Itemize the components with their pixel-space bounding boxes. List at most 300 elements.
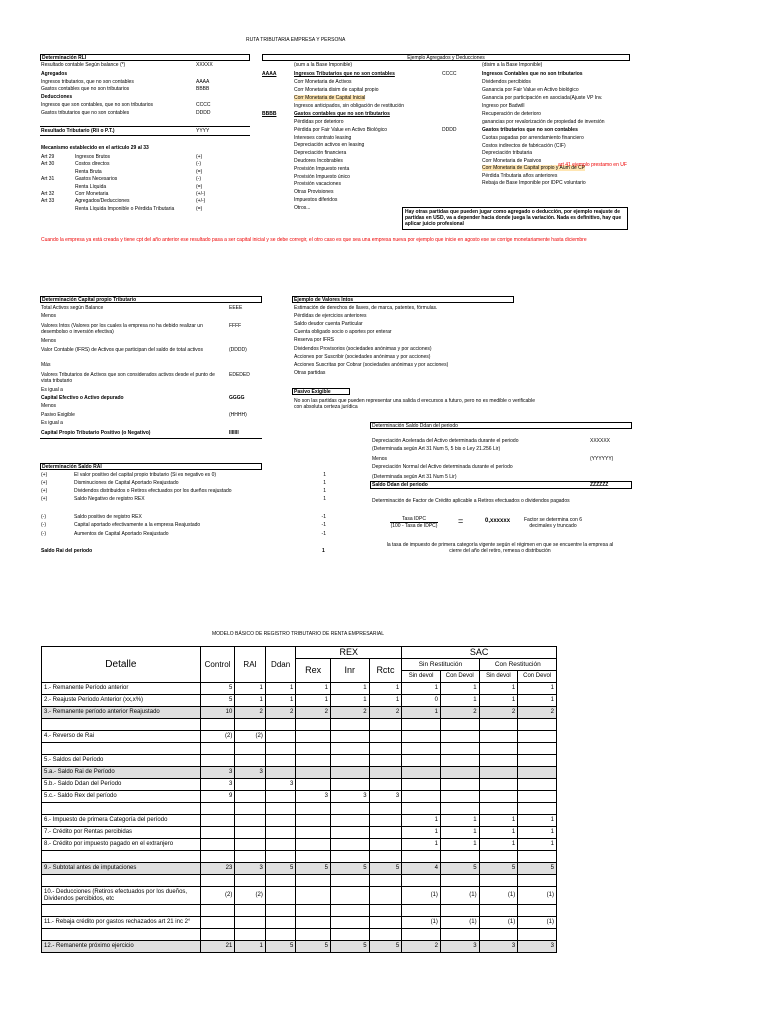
cell-value xyxy=(440,929,479,941)
example-item: Provisión Impuesto único xyxy=(294,173,350,180)
cell-value xyxy=(265,851,296,863)
cell-value: (1) xyxy=(479,917,518,929)
table-row xyxy=(42,731,557,743)
col-sac-group: SAC xyxy=(402,647,557,659)
example-item: ganancias por revalorización de propiedad de inversión xyxy=(482,119,605,125)
rai-row-val: 1 xyxy=(323,496,326,502)
cell-value: 3 xyxy=(265,779,296,791)
cell-value xyxy=(200,719,235,731)
cell-value xyxy=(235,851,266,863)
red-paragraph: Cuando la empresa ya está creada y tiene cpt del año anterior ese resultado pasa a ser capital inicial y se debe corregir, el otro caso es que sea una empresa nueva por ejemplo que inicie en agosto ese se corrige monetariamente hasta diciembre xyxy=(41,237,587,243)
rli-row-label: Ingresos que son contables, que no son tributarios xyxy=(41,102,154,108)
cell-value: 1 xyxy=(402,815,441,827)
art-sign: (+/-) xyxy=(196,198,206,205)
art-sign: (+) xyxy=(196,154,203,160)
cell-value xyxy=(330,803,369,815)
art-label: Agregados/Deducciones xyxy=(75,198,130,205)
art-number: Art 33 xyxy=(41,198,55,205)
rai-header-box xyxy=(40,463,262,470)
cell-value xyxy=(369,815,402,827)
cpt-row-label: Capital Efectivo o Activo depurado xyxy=(41,395,124,401)
cell-value xyxy=(200,815,235,827)
ejemplo-col2-sum: (disim a la Base Imponible) xyxy=(482,62,543,68)
rai-row-val: -1 xyxy=(321,514,326,520)
cell-value: 5 xyxy=(296,941,331,953)
cell-value xyxy=(330,755,369,767)
example-item: Reserva por IFRS xyxy=(294,337,335,344)
factor-result: 0,xxxxxx xyxy=(485,518,511,524)
cell-value xyxy=(296,755,331,767)
rli-row-label: Gastos contables que no son tributarios xyxy=(41,86,130,92)
example-item: Depreciación activos en leasing xyxy=(294,142,365,149)
cpt-row-label: Más xyxy=(41,362,51,368)
note-box-text: Hay otras partidas que pueden jugar como agregado o deducción, por ejemplo reajuste de partidas en USD, va a depender hacia donde juega la variación. Nada es definitivo, hay que aplicar juicio profesional xyxy=(405,209,622,227)
cell-value: 1 xyxy=(402,827,441,839)
rli-row-label: Agregados xyxy=(41,71,68,77)
cell-value xyxy=(296,839,331,851)
cell-value xyxy=(330,875,369,887)
pasivo-text: No son las partidas que pueden representar una salida d erecursos a futuro, pero no es medible o verificable con absoluta certeza jurídica xyxy=(294,398,535,410)
cell-value xyxy=(402,743,441,755)
row-label: 5.- Saldos del Período xyxy=(42,755,201,767)
cell-value: 21 xyxy=(200,941,235,953)
cell-value xyxy=(369,767,402,779)
art-label: Renta Bruta xyxy=(75,168,102,175)
row-label: 12.- Remanente próximo ejercicio xyxy=(42,941,201,953)
art-sign: (=) xyxy=(196,205,203,212)
cell-value xyxy=(369,839,402,851)
rli-row-code: AAAA xyxy=(196,79,210,85)
example-item: Ganancia por Fair Value en Activo biológico xyxy=(482,87,579,93)
cell-value xyxy=(235,743,266,755)
art-sign: (=) xyxy=(196,183,203,190)
cpt-row-label: Pasivo Exigible xyxy=(41,412,75,418)
rai-row-sign: (+) xyxy=(41,496,48,502)
cell-value xyxy=(235,905,266,917)
cell-value: 5 xyxy=(200,695,235,707)
rli-bottom-line xyxy=(40,135,250,136)
cpt-header: Determinación Capital propio Tributario xyxy=(42,297,137,303)
cell-value xyxy=(265,815,296,827)
cell-value xyxy=(296,827,331,839)
cell-value xyxy=(369,851,402,863)
row-label xyxy=(42,719,201,731)
rli-row-code: XXXXX xyxy=(196,62,213,68)
cell-value xyxy=(200,905,235,917)
table-row xyxy=(42,755,557,767)
example-item: Otras partidas xyxy=(294,369,326,376)
aaaa-code: AAAA xyxy=(262,71,277,77)
cell-value xyxy=(296,917,331,929)
cell-value: 1 xyxy=(330,695,369,707)
rai-row-label: El valor positivo del capital propio tributario (Si es negativo es 0) xyxy=(74,472,217,478)
cell-value xyxy=(200,827,235,839)
cell-value xyxy=(369,803,402,815)
example-item: Corr Monetaria disim de capital propio xyxy=(294,87,379,93)
ddan-result-box xyxy=(370,481,632,489)
cell-value xyxy=(296,779,331,791)
cell-value xyxy=(296,875,331,887)
row-label: 5.b.- Saldo Ddan del Período xyxy=(42,779,201,791)
cell-value: 1 xyxy=(518,683,557,695)
rli-header-box xyxy=(40,54,250,61)
cpt-row-label: Valores Tributarios de Activos que son considerados activos desde el punto de vista tributario xyxy=(41,372,215,384)
red-note-prestamo: art 41 ejemplo prestamo en UF xyxy=(558,162,627,168)
col-sin-devol-2: Sin devol xyxy=(479,671,518,683)
cell-value xyxy=(440,767,479,779)
cell-value xyxy=(440,791,479,803)
col-ddan: Ddan xyxy=(265,647,296,683)
cell-value: (1) xyxy=(518,917,557,929)
rai-row-val: -1 xyxy=(321,522,326,528)
factor-title: Determinación de Factor de Crédito aplicable a Retiros efectuados o dividendos pagados xyxy=(372,498,570,504)
row-label: 8.- Crédito por impuesto pagado en el extranjero xyxy=(42,839,201,851)
cell-value xyxy=(440,851,479,863)
row-label: 1.- Remanente Período anterior xyxy=(42,683,201,695)
cell-value xyxy=(440,743,479,755)
table-row xyxy=(42,743,557,755)
cell-value xyxy=(402,719,441,731)
cell-value: 9 xyxy=(200,791,235,803)
cell-value xyxy=(402,803,441,815)
cell-value: 3 xyxy=(330,791,369,803)
cell-value xyxy=(265,803,296,815)
example-item: Deudores Incobrables xyxy=(294,158,343,164)
cell-value xyxy=(402,929,441,941)
cell-value: 1 xyxy=(440,683,479,695)
cell-value xyxy=(518,929,557,941)
cell-value xyxy=(402,851,441,863)
col-rai: RAI xyxy=(235,647,266,683)
table-row xyxy=(42,905,557,917)
row-label: 10.- Deducciones (Retiros efectuados por los dueños, Dividendos percibidos, etc xyxy=(42,887,201,905)
col-inr: Inr xyxy=(330,659,369,683)
example-item: Corr Monetaria de Capital propio y Aum de CP xyxy=(482,165,586,171)
cell-value: 5 xyxy=(265,863,296,875)
table-row xyxy=(42,839,557,851)
ddan-line1-code: XXXXXX xyxy=(590,438,611,444)
cell-value xyxy=(265,731,296,743)
example-item: Costos indirectos de fabricación (CIF) xyxy=(482,142,566,149)
cell-value xyxy=(265,827,296,839)
cell-value xyxy=(440,719,479,731)
rli-result-code: YYYY xyxy=(196,128,210,134)
cell-value xyxy=(200,755,235,767)
cell-value xyxy=(296,719,331,731)
cell-value xyxy=(440,755,479,767)
cell-value xyxy=(369,755,402,767)
cell-value: 1 xyxy=(518,695,557,707)
example-item: Dividendos percibidos xyxy=(482,79,531,85)
cell-value: 0 xyxy=(402,695,441,707)
cell-value: 5 xyxy=(296,863,331,875)
cell-value: (2) xyxy=(200,731,235,743)
cell-value xyxy=(518,851,557,863)
table-row xyxy=(42,827,557,839)
cell-value: 5 xyxy=(200,683,235,695)
cell-value xyxy=(200,917,235,929)
factor-equals: = xyxy=(458,516,464,526)
rli-row-label: Ingresos tributarios, que no son contables xyxy=(41,79,134,85)
row-label xyxy=(42,875,201,887)
rai-row-label: Capital aportado efectivamente a la empresa Reajustado xyxy=(74,522,201,528)
cell-value xyxy=(330,743,369,755)
art-number: Art 32 xyxy=(41,191,55,197)
cell-value xyxy=(518,755,557,767)
example-item: Provisión Impuesto renta xyxy=(294,165,350,172)
example-item: Pérdidas de ejercicios anteriores xyxy=(294,313,367,320)
cell-value xyxy=(296,887,331,905)
art-label: Gastos Necesarios xyxy=(75,176,118,183)
cell-value xyxy=(235,803,266,815)
example-item: Impuestos diferidos xyxy=(294,197,338,203)
rai-row-val: 1 xyxy=(323,480,326,486)
cell-value: (2) xyxy=(235,731,266,743)
cell-value xyxy=(235,917,266,929)
cell-value: 3 xyxy=(440,941,479,953)
cell-value xyxy=(265,917,296,929)
cell-value: 5 xyxy=(265,941,296,953)
cell-value xyxy=(330,887,369,905)
example-item: Pérdidas por deterioro xyxy=(294,119,344,125)
cell-value xyxy=(518,731,557,743)
cell-value xyxy=(440,905,479,917)
cell-value xyxy=(369,875,402,887)
cell-value xyxy=(369,827,402,839)
cell-value: 5 xyxy=(518,863,557,875)
ddan-line1: Depreciación Acelerada del Activo determinada durante el periodo xyxy=(372,438,519,444)
cell-value xyxy=(479,803,518,815)
table-row xyxy=(42,851,557,863)
cell-value xyxy=(518,767,557,779)
ddan-result-code: ZZZZZZ xyxy=(590,482,609,488)
cell-value: 2 xyxy=(330,707,369,719)
rai-row-label: Disminuciones de Capital Aportado Reajustado xyxy=(74,480,179,486)
table-row xyxy=(42,767,557,779)
example-item: Rebaja de Base Imponible por IDPC voluntario xyxy=(482,180,586,186)
cell-value: 2 xyxy=(518,707,557,719)
cell-value xyxy=(479,875,518,887)
cell-value: 1 xyxy=(479,839,518,851)
art-number: Art 30 xyxy=(41,161,55,168)
cell-value xyxy=(265,839,296,851)
cell-value xyxy=(235,839,266,851)
ejemplo-header: Ejemplo Agregados y Deducciones xyxy=(407,55,485,61)
cell-value: 1 xyxy=(440,815,479,827)
cell-value xyxy=(265,929,296,941)
cell-value xyxy=(265,743,296,755)
row-label xyxy=(42,929,201,941)
cell-value xyxy=(479,731,518,743)
cell-value: 1 xyxy=(402,683,441,695)
cell-value xyxy=(330,917,369,929)
cell-value xyxy=(296,905,331,917)
table-row xyxy=(42,929,557,941)
cell-value: 3 xyxy=(518,941,557,953)
cpt-row-label: Menos xyxy=(41,338,57,344)
bbbb-title: Gastos contables que no son tributarios xyxy=(294,111,390,117)
table-row xyxy=(42,791,557,803)
dddd-code: DDDD xyxy=(442,127,457,133)
cell-value: 1 xyxy=(235,941,266,953)
example-item: Otras Provisiones xyxy=(294,189,334,196)
cell-value xyxy=(235,929,266,941)
cpt-header-box xyxy=(40,296,262,303)
col-sin-devol-1: Sin devol xyxy=(402,671,441,683)
cell-value: 5 xyxy=(330,941,369,953)
col-rctc: Rctc xyxy=(369,659,402,683)
cell-value xyxy=(330,815,369,827)
art-label: Renta Líquida Imponible o Pérdida Tributaria xyxy=(75,205,175,212)
cell-value: 1 xyxy=(440,827,479,839)
cell-value xyxy=(479,851,518,863)
cell-value xyxy=(518,791,557,803)
cell-value xyxy=(296,767,331,779)
cell-value xyxy=(369,917,402,929)
cell-value: 2 xyxy=(296,707,331,719)
cell-value: 5 xyxy=(369,863,402,875)
example-item: Cuenta obligado socio o aportes por enterar xyxy=(294,329,392,336)
cell-value: 2 xyxy=(402,941,441,953)
ddan-header: Determinación Saldo Ddan del periodo xyxy=(372,423,458,429)
cell-value xyxy=(518,803,557,815)
page-title: RUTA TRIBUTARIA EMPRESA Y PERSONA xyxy=(246,37,346,43)
dddd-title: Gastos tributarios que no son contables xyxy=(482,127,578,133)
rli-header: Determinación RLI xyxy=(42,55,87,61)
table-row xyxy=(42,803,557,815)
row-label: 4.- Reverso de Rai xyxy=(42,731,201,743)
cell-value xyxy=(402,905,441,917)
cell-value xyxy=(330,851,369,863)
cell-value: (1) xyxy=(440,887,479,905)
rai-row-label: Saldo Negativo de registro REX xyxy=(74,496,145,502)
cell-value xyxy=(518,743,557,755)
cpt-row-code: GGGG xyxy=(229,395,245,401)
example-item: Cuotas pagadas por arrendamiento financiero xyxy=(482,135,584,141)
cell-value: 2 xyxy=(235,707,266,719)
table-row xyxy=(42,887,557,905)
example-item: Recuperación de deterioro xyxy=(482,111,541,117)
rli-divider xyxy=(40,126,250,127)
cell-value: 1 xyxy=(518,839,557,851)
cell-value xyxy=(235,875,266,887)
cell-value: (1) xyxy=(518,887,557,905)
cell-value: 1 xyxy=(369,683,402,695)
bbbb-code: BBBB xyxy=(262,111,277,117)
cell-value: (1) xyxy=(402,887,441,905)
example-item: Dividendos Provisorios (sociedades anónimas y por acciones) xyxy=(294,345,432,352)
cell-value xyxy=(479,755,518,767)
cell-value: 1 xyxy=(440,695,479,707)
example-item: Corr Monetaria de Capital Inicial xyxy=(294,95,366,101)
cell-value: 1 xyxy=(296,683,331,695)
cell-value xyxy=(296,743,331,755)
cell-value xyxy=(369,719,402,731)
table-row xyxy=(42,863,557,875)
rai-result-label: Saldo Rai del periodo xyxy=(41,548,93,554)
cell-value xyxy=(200,929,235,941)
row-label: 9.- Subtotal antes de imputaciones xyxy=(42,863,201,875)
ejemplo-header-box xyxy=(262,54,630,61)
example-item: Corr Monetaria de Activos xyxy=(294,79,352,85)
cell-value xyxy=(369,779,402,791)
table-row xyxy=(42,719,557,731)
rai-row-sign: (+) xyxy=(41,480,48,486)
cell-value xyxy=(296,731,331,743)
cell-value xyxy=(200,803,235,815)
art-label: Costos directos xyxy=(75,161,110,168)
cpt-row-label: Menos xyxy=(41,403,57,409)
cell-value xyxy=(330,929,369,941)
factor-footnote: la tasa de impuesto de primera categoría vigente según el régimen en que se encuentre la empresa al cierre del año del retiro, remesa o distribución xyxy=(386,542,614,554)
col-sin-restitucion: Sin Restitución xyxy=(402,659,479,671)
example-item: Acciones Suscritas por Cobrar (sociedades anónimas y por acciones) xyxy=(294,361,449,368)
art-sign: (=) xyxy=(196,168,203,175)
cell-value: 1 xyxy=(265,683,296,695)
example-item: Estimación de derechos de llaves, de marca, patentes, fórmulas. xyxy=(294,305,438,311)
example-item: Acciones por Suscribir (sociedades anónimas y por acciones) xyxy=(294,353,431,360)
example-item: Corr Monetaria de Pasivos xyxy=(482,157,542,164)
cell-value: 3 xyxy=(296,791,331,803)
rli-row-label: Resultado contable Según balance (*) xyxy=(41,62,126,68)
rai-result-val: 1 xyxy=(322,548,325,554)
example-item: Ingresos anticipados, sin obligación de restitución xyxy=(294,103,405,109)
cell-value xyxy=(479,905,518,917)
ddan-line5: (Determinada según Art 31 Num 5 Lir) xyxy=(372,474,457,480)
cell-value xyxy=(402,779,441,791)
cell-value xyxy=(369,905,402,917)
rli-row-code: DDDD xyxy=(196,110,211,116)
cell-value xyxy=(200,743,235,755)
cell-value xyxy=(265,875,296,887)
cell-value: 1 xyxy=(479,815,518,827)
cell-value: 1 xyxy=(235,695,266,707)
rli-row-label: Gastos tributarios que no son contables xyxy=(41,110,130,116)
cell-value xyxy=(296,803,331,815)
cell-value xyxy=(200,839,235,851)
aaaa-title: Ingresos Tributarios que no son contables xyxy=(294,71,395,77)
cell-value xyxy=(402,731,441,743)
registro-table xyxy=(41,646,557,953)
cpt-row-label: Total Activos según Balance xyxy=(41,305,104,311)
cell-value: 1 xyxy=(402,839,441,851)
ddan-line2: (Determinada según Art 31 Num 5, 5 bis o Ley 21.256 Lir) xyxy=(372,446,501,452)
cell-value: 5 xyxy=(369,941,402,953)
cell-value xyxy=(265,905,296,917)
example-item: Ganancia por participación en asociada(Ajuste VP Inv. xyxy=(482,95,603,101)
rai-row-label: Dividendos distribuidos o Retiros efectuados por los dueños reajustado xyxy=(74,488,232,494)
cpt-row-label: Es igual a xyxy=(41,420,63,426)
cell-value xyxy=(402,875,441,887)
cell-value xyxy=(479,743,518,755)
cell-value xyxy=(265,755,296,767)
cell-value: (1) xyxy=(440,917,479,929)
col-control: Control xyxy=(200,647,235,683)
cell-value xyxy=(330,779,369,791)
cell-value: 1 xyxy=(479,695,518,707)
cell-value: 2 xyxy=(265,707,296,719)
cell-value xyxy=(518,779,557,791)
cpt-row-code: (HHHH) xyxy=(229,412,247,418)
rai-row-sign: (+) xyxy=(41,472,48,478)
cell-value: 3 xyxy=(200,767,235,779)
factor-denominator: (100 - Tasa de IDPC) xyxy=(390,523,438,529)
cell-value xyxy=(479,929,518,941)
cpt-row-label: Menos xyxy=(41,313,57,319)
cell-value: (2) xyxy=(200,887,235,905)
cell-value: 23 xyxy=(200,863,235,875)
cell-value: (1) xyxy=(402,917,441,929)
